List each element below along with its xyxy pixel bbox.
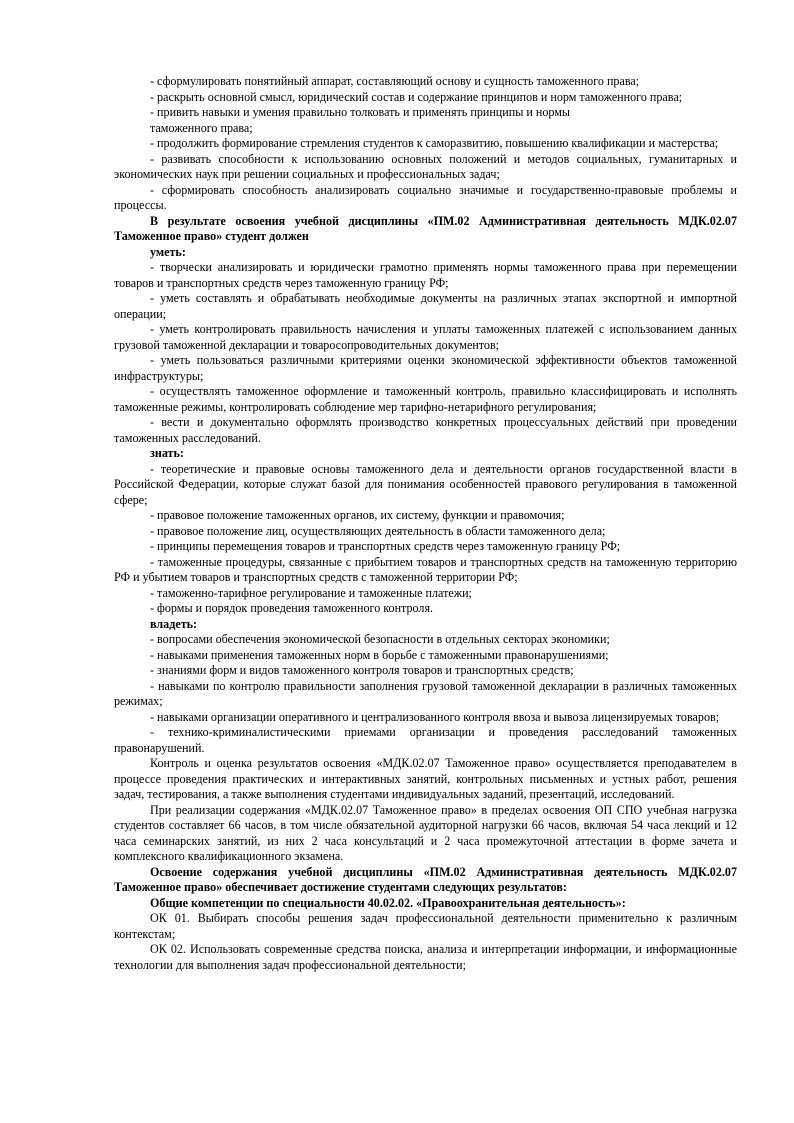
mastery-item: - навыками организации оперативного и централизованного контроля ввоза и вывоза лицензируемых товаров; xyxy=(150,709,720,724)
mastery-item: - знаниями форм и видов таможенного контроля товаров и транспортных средств; xyxy=(150,663,574,677)
label-skills: уметь: xyxy=(150,244,186,259)
goal-item: - сформировать способность анализировать социально значимые и государственно-правовые проблемы и процессы. xyxy=(114,182,737,212)
goal-item-continuation: таможенного права; xyxy=(150,120,253,135)
knowledge-item: - правовое положение таможенных органов, их систему, функции и правомочия; xyxy=(150,508,565,522)
skill-item: - уметь составлять и обрабатывать необходимые документы на различных этапах экспортной и импортной операции; xyxy=(114,291,737,321)
document-body xyxy=(114,74,737,973)
skill-item: - вести и документально оформлять производство конкретных процессуальных действий при проведении таможенных расследований. xyxy=(114,415,737,445)
competency-item: ОК 01. Выбирать способы решения задач профессиональной деятельности применительно к различным контекстам; xyxy=(114,911,737,941)
workload-paragraph: При реализации содержания «МДК.02.07 Таможенное право» в пределах освоения ОП СПО учебная нагрузка студентов составляет 66 часов, в том числе обязательной аудиторной нагрузки 66 часов, включая 54 часа лекций и 12 часа семинарских занятий, из них 2 часа консультаций и 2 часа промежуточной аттестации в форме зачета и комплексного квалификационного экзамена. xyxy=(114,802,737,863)
mastery-item: - технико-криминалистическими приемами организации и проведения расследований таможенных правонарушений. xyxy=(114,725,737,755)
skill-item: - уметь пользоваться различными критериями оценки экономической эффективности объектов таможенной инфраструктуры; xyxy=(114,353,737,383)
competency-item: ОК 02. Использовать современные средства поиска, анализа и интерпретации информации, и информационные технологии для выполнения задач профессиональной деятельности; xyxy=(114,942,737,972)
knowledge-item: - формы и порядок проведения таможенного контроля. xyxy=(150,601,434,615)
goal-item: - сформулировать понятийный аппарат, составляющий основу и сущность таможенного права; xyxy=(150,74,640,88)
competencies-heading: Общие компетенции по специальности 40.02.02. «Правоохранительная деятельность»: xyxy=(150,895,626,910)
knowledge-item: - таможенные процедуры, связанные с прибытием товаров и транспортных средств на таможенную территорию РФ и убытием товаров и транспортных средств с таможенной территории РФ; xyxy=(114,554,737,584)
skill-item: - уметь контролировать правильность начисления и уплаты таможенных платежей с использованием данных грузовой таможенной декларации и товаросопроводительных документов; xyxy=(114,322,737,352)
skill-item: - творчески анализировать и юридически грамотно применять нормы таможенного права при перемещении товаров и транспортных средств через таможенную границу РФ; xyxy=(114,260,737,290)
assessment-paragraph: Контроль и оценка результатов освоения «МДК.02.07 Таможенное право» осуществляется преподавателем в процессе проведения практических и интерактивных занятий, контрольных письменных и устных работ, решения задач, тестирования, а также выполнения студентами индивидуальных заданий, презентаций, исследований. xyxy=(114,756,737,801)
goal-item: - привить навыки и умения правильно толковать и применять принципы и нормы xyxy=(150,105,571,119)
skill-item: - осуществлять таможенное оформление и таможенный контроль, правильно классифицировать и исполнять таможенные режимы, контролировать соблюдение мер тарифно-нетарифного регулирования; xyxy=(114,384,737,414)
goal-item: - раскрыть основной смысл, юридический состав и содержание принципов и норм таможенного права; xyxy=(150,89,683,104)
section-heading-results: Освоение содержания учебной дисциплины «ПМ.02 Административная деятельность МДК.02.07 Таможенное право» обеспечивает достижение студентами следующих результатов: xyxy=(114,864,737,894)
mastery-item: - вопросами обеспечения экономической безопасности в отдельных секторах экономики; xyxy=(150,632,610,646)
section-heading-learning-outcomes: В результате освоения учебной дисциплины «ПМ.02 Административная деятельность МДК.02.07 Таможенное право» студент должен xyxy=(114,213,737,243)
knowledge-item: - теоретические и правовые основы таможенного дела и деятельности органов государственной власти в Российской Федерации, которые служат базой для понимания особенностей правового регулирования в таможенной сфере; xyxy=(114,461,737,507)
label-knowledge: знать: xyxy=(150,446,184,460)
knowledge-item: - таможенно-тарифное регулирование и таможенные платежи; xyxy=(150,585,472,600)
goal-item: - развивать способности к использованию основных положений и методов социальных, гуманитарных и экономических наук при решении социальных и профессиональных задач; xyxy=(114,151,737,181)
mastery-item: - навыками по контролю правильности заполнения грузовой таможенной декларации в различных таможенных режимах; xyxy=(114,678,737,708)
mastery-item: - навыками применения таможенных норм в борьбе с таможенными правонарушениями; xyxy=(150,647,609,662)
knowledge-item: - правовое положение лиц, осуществляющих деятельность в области таможенного дела; xyxy=(150,523,606,538)
goal-item: - продолжить формирование стремления студентов к саморазвитию, повышению квалификации и мастерства; xyxy=(150,136,719,150)
knowledge-item: - принципы перемещения товаров и транспортных средств через таможенную границу РФ; xyxy=(150,539,621,553)
label-mastery: владеть: xyxy=(150,616,198,631)
